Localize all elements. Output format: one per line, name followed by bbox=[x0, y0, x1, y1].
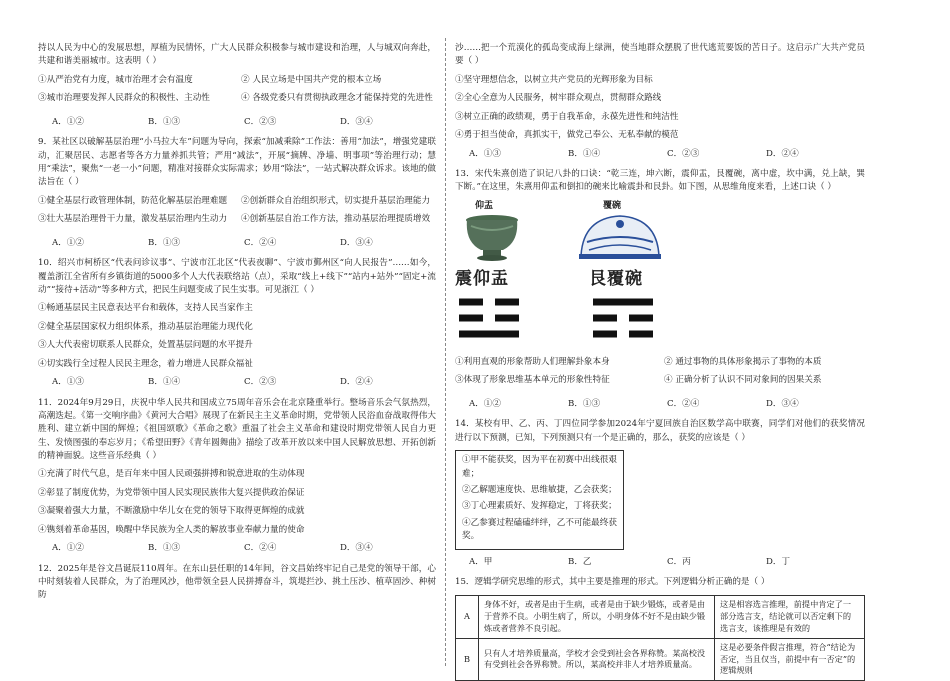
q10-option-4: ④切实践行全过程人民民主理念，着力增进人民群众福祉 bbox=[38, 358, 253, 369]
q12-stem-continued: 沙……把一个荒漠化的孤岛变成海上绿洲，使当地群众摆脱了世代逃荒要饭的苦日子。这启示广大共产党员要（ ） bbox=[455, 43, 865, 67]
table-row bbox=[456, 638, 865, 681]
q12-option-2: ②全心全意为人民服务，树牢群众观点，贯彻群众路线 bbox=[455, 93, 662, 104]
q8-option-2: ② 人民立场是中国共产党的根本立场 bbox=[241, 74, 382, 85]
q13-option-1: ①利用直观的形象帮助人们理解卦象本身 bbox=[455, 356, 610, 367]
q11-option-3: ③凝聚着强大力量，不断激励中华儿女在党的领导下取得更辉煌的成就 bbox=[38, 506, 305, 517]
q13-option-4: ④ 正确分析了认识不同对象间的因果关系 bbox=[664, 375, 822, 386]
q15-row-b-key: B bbox=[456, 638, 479, 681]
q12-choice-b: B．①④ bbox=[568, 148, 601, 159]
q15-row-b-analysis: 这是必要条件假言推理，符合“结论为否定，当且仅当，前提中有一否定”的逻辑规则 bbox=[715, 638, 865, 681]
q11-option-2: ②彰显了制度优势，为党带领中国人民实现民族伟大复兴提供政治保证 bbox=[38, 487, 305, 498]
q13-option-2: ② 通过事物的具体形象揭示了事物的本质 bbox=[664, 356, 822, 367]
q8-choice-b: B．①③ bbox=[148, 117, 181, 127]
q9-choices bbox=[38, 237, 436, 250]
q15-stem: 15．逻辑学研究思维的形式，其中主要是推理的形式。下列逻辑分析正确的是（ ） bbox=[455, 577, 770, 588]
bronze-vessel-icon bbox=[457, 212, 527, 262]
trigram-name-zhen: 震仰盂 bbox=[455, 268, 509, 289]
q8-option-3: ③城市治理要发挥人民群众的积极性、主动性 bbox=[38, 93, 210, 104]
q12-option-1: ①坚守理想信念，以树立共产党员的光辉形象为目标 bbox=[455, 74, 653, 85]
q13-options bbox=[455, 356, 865, 393]
q10-choice-d: D．②④ bbox=[340, 377, 373, 388]
q15-row-a-analysis: 这是相容选言推理，前提中肯定了一部分选言支，结论就可以否定剩下的选言支，该推理是有效的 bbox=[715, 595, 865, 638]
q11-choice-d: D．③④ bbox=[340, 543, 373, 554]
q9-option-3: ③壮大基层治理骨干力量，激发基层治理内生动力 bbox=[38, 214, 228, 225]
q12-choice-c: C．②③ bbox=[667, 148, 700, 159]
trigram-name-gen: 艮覆碗 bbox=[589, 268, 643, 289]
q13-choice-b: B．①③ bbox=[568, 399, 601, 410]
q15-row-b-premise: 只有人才培养质量高，学校才会受到社会各界称赞。某高校没有受到社会各界称赞。所以，某高校并非人才培养质量高。 bbox=[479, 638, 715, 681]
column-divider bbox=[445, 38, 446, 666]
q8-options bbox=[38, 74, 436, 111]
q13-stem: 13．宋代朱熹创造了识记八卦的口诀：“乾三连，坤六断，震仰盂，艮覆碗，离中虚，坎中满，兑上缺，巽下断。”在这里，朱熹用仰盂和倒扣的碗来比喻震卦和艮卦。如下图，从思维角度来看，上述口诀（ ） bbox=[455, 169, 865, 193]
q9-choice-b: B．①③ bbox=[148, 237, 181, 248]
q14-stem: 14．某校有甲、乙、丙、丁四位同学参加2024年宁夏回族自治区数学高中联赛，同学们对他们的获奖情况进行以下预测，已知，下列预测只有一个是正确的，那么，获奖的应该是（ ） bbox=[455, 419, 865, 443]
q14-prediction-3: ③丁心理素质好、发挥稳定，丁将获奖； bbox=[462, 501, 617, 512]
figure-label-fuwan: 覆碗 bbox=[603, 200, 622, 211]
q11-choice-c: C．②④ bbox=[244, 543, 277, 554]
table-row bbox=[456, 595, 865, 638]
q8-choices bbox=[38, 116, 436, 129]
q11-stem: 11．2024年9月29日，庆祝中华人民共和国成立75周年音乐会在北京隆重举行。整场音乐会气氛热烈，高潮迭起。《第一交响序曲》《黄河大合唱》展现了在新民主主义革命时期，党带领人民浴血奋战取得伟大胜利、建立新中国的辉煌；《祖国颂歌》《革命之歌》重温了社会主义革命和建设时期党带领人民自力更生、发愤图强的奉忘岁月；《希望田野》《青年圆舞曲》描绘了改革开放以来中国人民解放思想、开拓创新的精神面貌。这些音乐经典（ ） bbox=[38, 397, 436, 461]
q8-option-4: ④ 各级党委只有贯彻执政理念才能保持党的先进性 bbox=[241, 93, 433, 104]
q9-stem: 9．某社区以破解基层治理“小马拉大车”问题为导向，探索“加减乘除”工作法：善用“加法”，增强党建联动，汇聚居民、志愿者等各方力量养抓共管；严用“减法”，开展“摘牌、净墙、明事项”等治理行动；慧用“乘法”，聚焦“一老一小”问题，精准对接群众实际需求；妙用“除法”，一站式解决群众诉求。该地的做法旨在（ ） bbox=[38, 137, 436, 188]
q12-choice-a: A．①③ bbox=[469, 148, 501, 159]
q8-stem-continued: 持以人民为中心的发展思想，厚植为民情怀，广大人民群众积极参与城市建设和治理，人与城双向奔赴，共建和谐美丽城市。这表明（ ） bbox=[38, 43, 436, 67]
q10-stem: 10．绍兴市柯桥区“代表问诊议事”、宁波市江北区“代表夜聊”、宁波市鄞州区“向人民报告”……如今，覆盖浙江全省所有乡镇街道的5000多个人大代表联络站（点），采取“线上+线下”“站内+站外”“固定+流动”“接待+活动”等多种方式，把民生问题变成了民生实事。可见浙江（ ） bbox=[38, 258, 436, 295]
q14-choice-c: C．丙 bbox=[667, 557, 691, 568]
q15-row-a-premise: 身体不好，或者是由于生病，或者是由于缺少锻炼，或者是由于营养不良。小明生病了，所以，小明身体不好不是由缺少锻炼或者营养不良引起。 bbox=[479, 595, 715, 638]
figure-label-yangyu: 仰盂 bbox=[475, 200, 494, 211]
q14-choice-a: A．甲 bbox=[469, 557, 493, 568]
q9-option-2: ②创新群众自治组织形式，切实提升基层治理能力 bbox=[241, 195, 431, 206]
left-column bbox=[38, 42, 436, 608]
q12-option-4: ④勇于担当使命，真抓实干，做党己奉公、无私奉献的模范 bbox=[455, 130, 679, 141]
inverted-bowl-icon bbox=[577, 212, 663, 262]
q10-choice-c: C．②③ bbox=[244, 377, 277, 388]
q10-choice-a: A．①③ bbox=[52, 377, 84, 388]
q9-option-4: ④创新基层自治工作方法，推动基层治理提质增效 bbox=[241, 214, 431, 225]
q11-option-1: ①充满了时代气息，是百年来中国人民顽强拼搏和锐意进取的生动体现 bbox=[38, 469, 305, 480]
q12-choice-d: D．②④ bbox=[766, 148, 799, 159]
q10-option-3: ③人大代表密切联系人民群众，处置基层问题的水平提升 bbox=[38, 340, 253, 351]
q14-prediction-box bbox=[455, 450, 624, 550]
q12-choices bbox=[455, 148, 865, 161]
q11-choice-b: B．①③ bbox=[148, 543, 181, 554]
q11-choice-a: A．①② bbox=[52, 543, 84, 554]
gen-trigram-icon bbox=[593, 296, 653, 342]
q11-option-4: ④镌刻着革命基因，唤醒中华民族为全人类的解放事业奉献力量的使命 bbox=[38, 524, 305, 535]
q10-choice-b: B．①④ bbox=[148, 377, 181, 388]
q8-choice-c: C．②③ bbox=[244, 117, 277, 127]
q13-choices bbox=[455, 398, 865, 411]
q14-choices bbox=[455, 556, 865, 569]
q11-choices bbox=[38, 542, 436, 555]
bagua-figure bbox=[455, 200, 865, 352]
q14-prediction-1: ①甲不能获奖，因为平在初赛中出线很艰难； bbox=[462, 455, 617, 479]
q12-option-3: ③树立正确的政绩观，勇于自我革命，永葆先进性和纯洁性 bbox=[455, 111, 679, 122]
q10-choices bbox=[38, 376, 436, 389]
q8-option-1: ①从严治党有力度，城市治理才会有温度 bbox=[38, 74, 193, 85]
q9-options bbox=[38, 195, 436, 232]
q14-choice-d: D．丁 bbox=[766, 557, 791, 568]
q12-stem: 12．2025年是谷文昌诞辰110周年。在东山县任职的14年间，谷文昌始终牢记自己是党的领导干部，心中时刻装着人民群众，为了治理风沙，他带领全县人民拼搏奋斗，筑堤拦沙、挑土压沙、植草固沙、种树防 bbox=[38, 563, 436, 601]
zhen-trigram-icon bbox=[459, 296, 519, 342]
q15-row-a-key: A bbox=[456, 595, 479, 638]
q13-choice-c: C．②④ bbox=[667, 399, 700, 410]
q10-option-2: ②健全基层国家权力组织体系，推动基层治理能力现代化 bbox=[38, 321, 253, 332]
q8-choice-a: A．①② bbox=[52, 117, 84, 127]
q9-option-1: ①健全基层行政管理体制，防范化解基层治理难题 bbox=[38, 195, 228, 206]
q14-choice-b: B．乙 bbox=[568, 557, 592, 568]
q13-choice-a: A．①② bbox=[469, 399, 501, 410]
q10-option-1: ①畅通基层民主民意表达平台和载体，支持人民当家作主 bbox=[38, 303, 253, 314]
q9-choice-c: C．②④ bbox=[244, 237, 277, 248]
right-column bbox=[455, 42, 865, 681]
q8-choice-d: D．③④ bbox=[340, 117, 373, 127]
q14-prediction-2: ②乙解题速度快、思维敏捷，乙会获奖； bbox=[462, 484, 617, 495]
q9-choice-d: D．③④ bbox=[340, 237, 373, 248]
q13-option-3: ③体现了形象思维基本单元的形象性特征 bbox=[455, 375, 610, 386]
q14-prediction-4: ④乙参赛过程磕磕绊绊，乙不可能最终获奖。 bbox=[462, 517, 617, 541]
q13-choice-d: D．③④ bbox=[766, 399, 799, 410]
q9-choice-a: A．①② bbox=[52, 237, 84, 248]
q15-logic-table bbox=[455, 595, 865, 681]
